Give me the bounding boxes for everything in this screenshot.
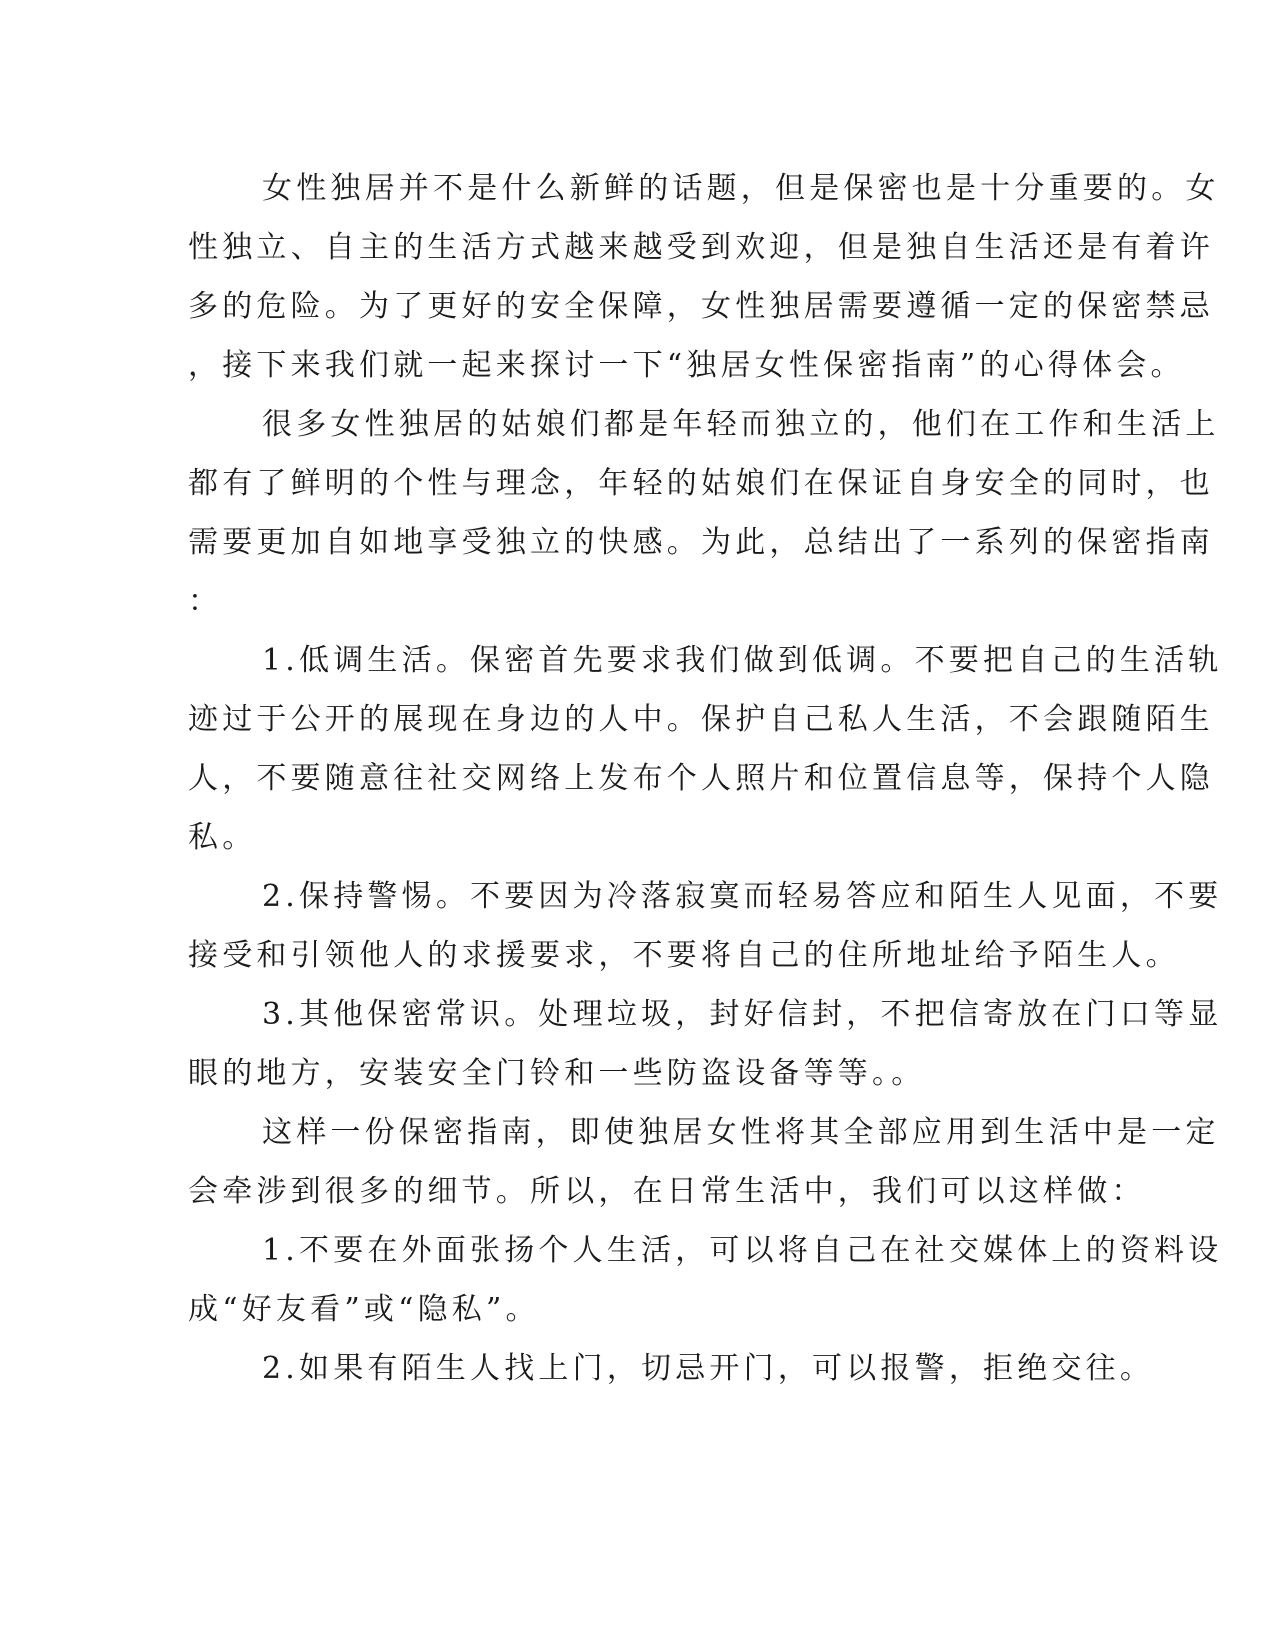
paragraph-7-line-2: 成“好友看”或“隐私”。 xyxy=(188,1292,540,1327)
paragraph-2-line-3: 需要更加自如地享受独立的快感。为此，总结出了一系列的保密指南 xyxy=(188,525,1214,560)
paragraph-1-line-3: 多的危险。为了更好的安全保障，女性独居需要遵循一定的保密禁忌 xyxy=(188,289,1214,324)
paragraph-4-line-1: 2.保持警惕。不要因为冷落寂寞而轻易答应和陌生人见面，不要 xyxy=(262,879,1223,914)
paragraph-3-line-4: 私。 xyxy=(188,820,257,855)
paragraph-2-line-1: 很多女性独居的姑娘们都是年轻而独立的，他们在工作和生活上 xyxy=(262,407,1220,442)
paragraph-3-line-2: 迹过于公开的展现在身边的人中。保护自己私人生活，不会跟随陌生 xyxy=(188,702,1214,737)
paragraph-3-line-3: 人，不要随意往社交网络上发布个人照片和位置信息等，保持个人隐 xyxy=(188,761,1214,796)
paragraph-2-line-4: ： xyxy=(188,584,223,619)
paragraph-1-line-2: 性独立、自主的生活方式越来越受到欢迎，但是独自生活还是有着许 xyxy=(188,230,1214,265)
paragraph-5-line-1: 3.其他保密常识。处理垃圾，封好信封，不把信寄放在门口等显 xyxy=(262,997,1223,1032)
paragraph-2-line-2: 都有了鲜明的个性与理念，年轻的姑娘们在保证自身安全的同时，也 xyxy=(188,466,1214,501)
paragraph-6-line-2: 会牵涉到很多的细节。所以，在日常生活中，我们可以这样做： xyxy=(188,1174,1146,1209)
paragraph-6-line-1: 这样一份保密指南，即使独居女性将其全部应用到生活中是一定 xyxy=(262,1115,1220,1150)
paragraph-8-line-1: 2.如果有陌生人找上门，切忌开门，可以报警，拒绝交往。 xyxy=(262,1351,1155,1386)
paragraph-4-line-2: 接受和引领他人的求援要求，不要将自己的住所地址给予陌生人。 xyxy=(188,938,1180,973)
paragraph-5-line-2: 眼的地方，安装安全门铃和一些防盗设备等等。。 xyxy=(188,1056,926,1091)
paragraph-1-line-1: 女性独居并不是什么新鲜的话题，但是保密也是十分重要的。女 xyxy=(262,171,1220,206)
paragraph-3-line-1: 1.低调生活。保密首先要求我们做到低调。不要把自己的生活轨 xyxy=(262,643,1223,678)
paragraph-1-line-4: ，接下来我们就一起来探讨一下“独居女性保密指南”的心得体会。 xyxy=(188,348,1185,383)
paragraph-7-line-1: 1.不要在外面张扬个人生活，可以将自己在社交媒体上的资料设 xyxy=(262,1233,1223,1268)
